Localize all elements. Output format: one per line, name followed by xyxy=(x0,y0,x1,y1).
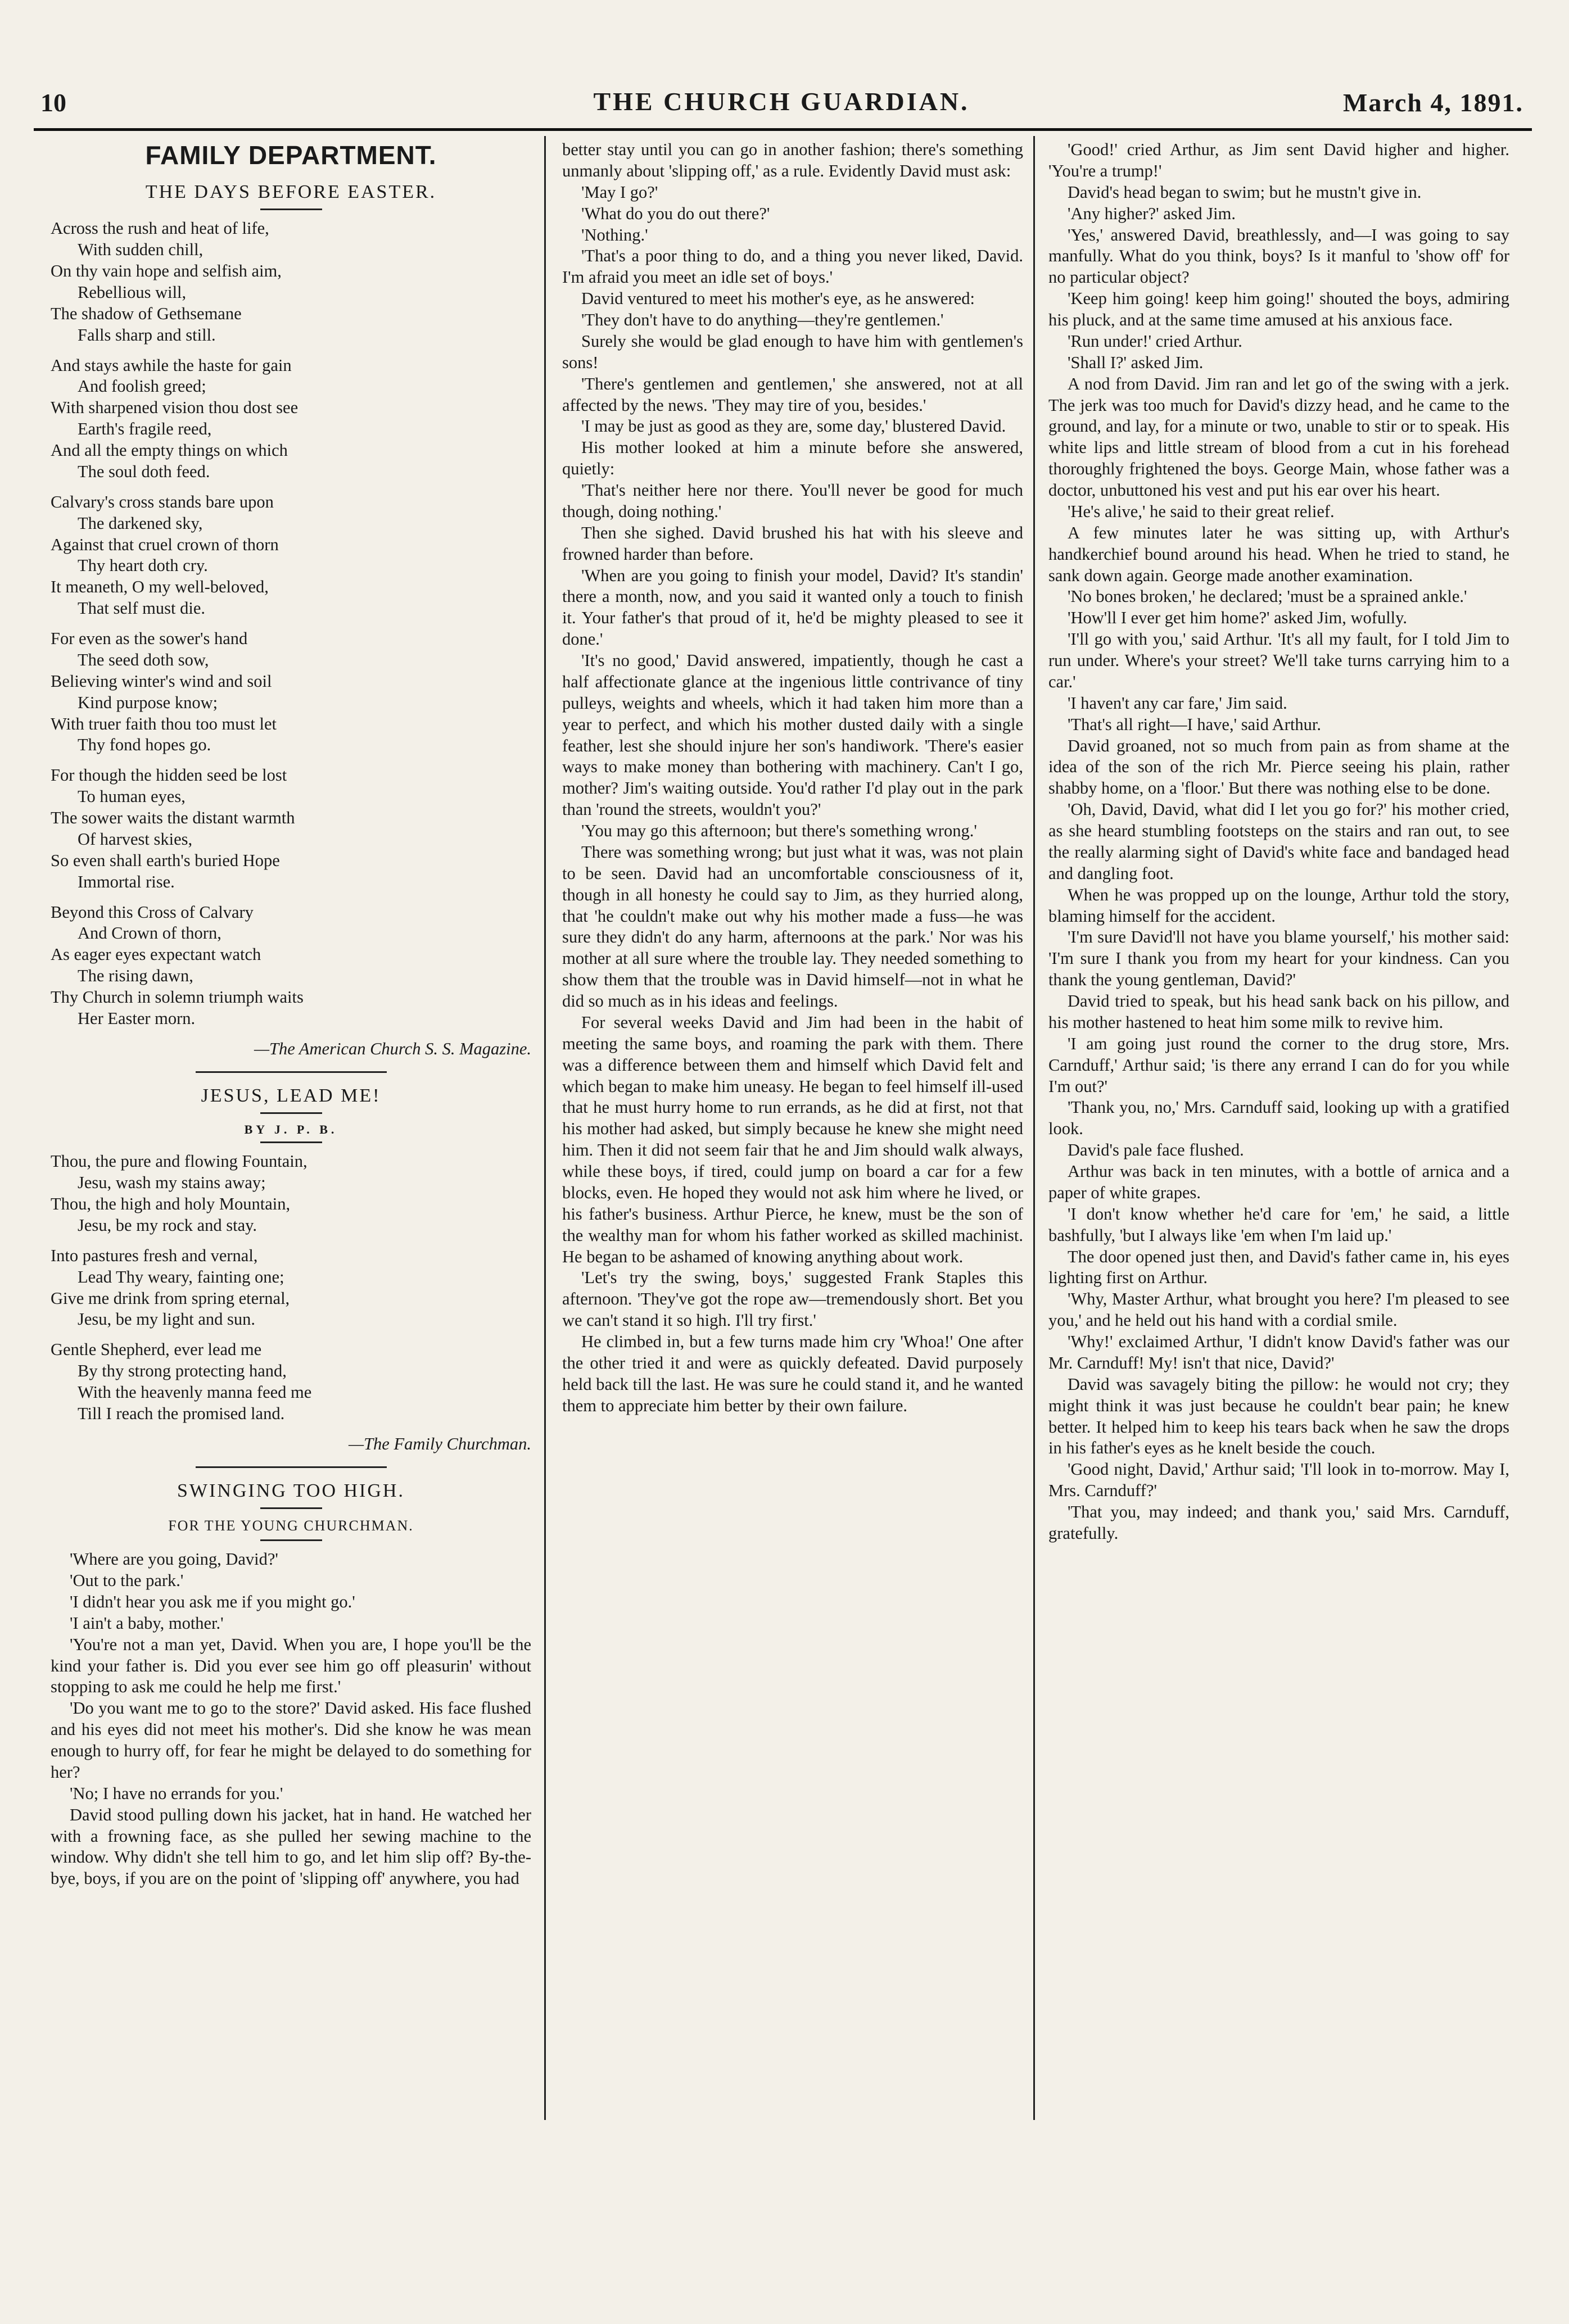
paragraph: 'You're not a man yet, David. When you are, I hope you'll be the kind your father is. Did you ever see him go off pleasurin' without stopping to ask me could he help me first.' xyxy=(51,1634,531,1697)
paragraph: 'Run under!' cried Arthur. xyxy=(1068,331,1242,351)
poem-line: Jesu, be my light and sun. xyxy=(78,1310,255,1329)
paragraph: The door opened just then, and David's father came in, his eyes lighting first on Arthur. xyxy=(1048,1247,1509,1288)
paragraph: 'Nothing.' xyxy=(581,225,648,244)
poem-line: The soul doth feed. xyxy=(78,461,210,481)
paragraph: David ventured to meet his mother's eye, as he answered: xyxy=(581,289,975,309)
page-header xyxy=(34,84,1529,129)
poem-line: By thy strong protecting hand, xyxy=(78,1361,287,1381)
paragraph: 'He's alive,' he said to their great relief. xyxy=(1068,501,1335,521)
story-text xyxy=(51,1549,531,1890)
poem-line: Gentle Shepherd, ever lead me xyxy=(51,1340,262,1360)
paragraph: 'It's no good,' David answered, impatiently, though he cast a half affectionate glance at the ingenious little contrivance of tiny pulleys, weights and wheels, which it had taken him more than a year to perfect, and which his mother dusted daily with a single feather, lest she should injure her son's handiwork. 'There's easier ways to make money than bothering with machinery. Can't I go, mother? Jim's waiting outside. You'd rather I'd play out in the park than 'round the streets, wouldn't you?' xyxy=(562,651,1023,819)
poem-line: Earth's fragile reed, xyxy=(78,419,212,439)
story-text xyxy=(562,139,1023,1417)
paragraph: 'Any higher?' asked Jim. xyxy=(1068,203,1236,223)
poem-line: Believing winter's wind and soil xyxy=(51,671,272,691)
column-divider xyxy=(544,136,546,2120)
poem-line: To human eyes, xyxy=(78,787,186,807)
paragraph: David's head began to swim; but he mustn't give in. xyxy=(1068,182,1422,202)
paragraph: 'Good!' cried Arthur, as Jim sent David higher and higher. 'You're a trump!' xyxy=(1048,140,1509,180)
poem-line: Of harvest skies, xyxy=(78,829,193,849)
poem-line: So even shall earth's buried Hope xyxy=(51,850,280,870)
paragraph: 'Why, Master Arthur, what brought you here? I'm pleased to see you,' and he held out his hand with a cordial smile. xyxy=(1048,1289,1509,1330)
poem-line: The sower waits the distant warmth xyxy=(51,808,295,828)
poem-line: And stays awhile the haste for gain xyxy=(51,355,292,375)
paragraph: 'That's a poor thing to do, and a thing you never liked, David. I'm afraid you meet an idle set of boys.' xyxy=(562,246,1023,287)
paragraph: A nod from David. Jim ran and let go of the swing with a jerk. The jerk was too much for David's dizzy head, and he came to the ground, and lay, for a minute or two, unable to stir or to speak. His white lips and little stream of blood from a cut in his forehead thoroughly frightened the boys. George Main, whose father was a doctor, unbuttoned his vest and put his ear over his heart. xyxy=(1048,374,1509,500)
poem-line: Across the rush and heat of life, xyxy=(51,219,269,238)
paragraph: Surely she would be glad enough to have him with gentlemen's sons! xyxy=(562,331,1023,372)
poem-line: Calvary's cross stands bare upon xyxy=(51,492,274,511)
divider xyxy=(260,1112,322,1114)
paragraph: David was savagely biting the pillow: he would not cry; they might think it was just because he couldn't bear pain; he knew better. It helped him to keep his tears back when he saw the drops in his father's eyes as he knelt beside the couch. xyxy=(1048,1374,1509,1458)
poem-line: Against that cruel crown of thorn xyxy=(51,534,279,554)
paragraph: 'I'm sure David'll not have you blame yourself,' his mother said: 'I'm sure I thank you from my heart for your kindness. Can you thank the young gentleman, David?' xyxy=(1048,927,1509,990)
poem-line: The darkened sky, xyxy=(78,513,203,533)
divider xyxy=(260,1141,322,1143)
paragraph: 'No bones broken,' he declared; 'must be a sprained ankle.' xyxy=(1068,587,1467,606)
poem-line: For though the hidden seed be lost xyxy=(51,765,287,785)
paragraph: 'You may go this afternoon; but there's something wrong.' xyxy=(581,821,977,840)
poem-line: Thy Church in solemn triumph waits xyxy=(51,987,304,1007)
poem-stanza xyxy=(51,765,531,893)
paragraph: 'I don't know whether he'd care for 'em,' he said, a little bashfully, 'but I always like 'em when I'm laid up.' xyxy=(1048,1204,1509,1245)
poem-body xyxy=(51,218,531,1030)
paragraph: David stood pulling down his jacket, hat in hand. He watched her with a frowning face, as she pulled her sewing machine to the window. Why didn't she tell him to go, and let him slip off? By-the-bye, boys, if you are on the point of 'slipping off' anywhere, you had xyxy=(51,1805,531,1888)
issue-date: March 4, 1891. xyxy=(1342,88,1523,117)
paragraph: There was something wrong; but just what it was, was not plain to be seen. David had an uncomfortable consciousness of it, though in all honesty he could say to Jim, as they hurried along, that 'he couldn't make out why his mother made a fuss—he was sure they didn't do any harm, afternoons at the park.' Nor was his mother at all sure where the trouble lay. They needed something to show them that the trouble was in David himself—not in what he did so much as in his ideas and feelings. xyxy=(562,842,1023,1011)
paragraph: He climbed in, but a few turns made him cry 'Whoa!' One after the other tried it and were as quickly defeated. David purposely held back till the last. He was sure he could stand it, and he wanted them to appreciate him better by their own failure. xyxy=(562,1332,1023,1415)
paragraph: 'May I go?' xyxy=(581,182,658,202)
poem-stanza xyxy=(51,1339,531,1425)
story-text xyxy=(1048,139,1509,1544)
poem-stanza xyxy=(51,902,531,1030)
paragraph: 'I didn't hear you ask me if you might go.' xyxy=(70,1592,355,1611)
paragraph: A few minutes later he was sitting up, with Arthur's handkerchief bound around his head. When he tried to stand, he sank down again. George made another examination. xyxy=(1048,523,1509,585)
paragraph: 'Out to the park.' xyxy=(70,1571,184,1590)
poem-line: For even as the sower's hand xyxy=(51,629,248,649)
paragraph: David tried to speak, but his head sank back on his pillow, and his mother hastened to heat him some milk to revive him. xyxy=(1048,991,1509,1032)
column-two xyxy=(562,139,1023,1417)
paragraph: 'Oh, David, David, what did I let you go for?' his mother cried, as she heard stumbling footsteps on the stairs and ran out, to see the really alarming sight of David's white face and bandaged head and dangling foot. xyxy=(1048,800,1509,883)
poem-body xyxy=(51,1151,531,1425)
poem-line: Jesu, be my rock and stay. xyxy=(78,1215,257,1235)
paragraph: 'I haven't any car fare,' Jim said. xyxy=(1068,693,1287,713)
paragraph: 'I ain't a baby, mother.' xyxy=(70,1613,224,1633)
poem-line: And all the empty things on which xyxy=(51,441,288,460)
poem-stanza xyxy=(51,1151,531,1236)
poem-line: The seed doth sow, xyxy=(78,650,209,669)
poem-stanza xyxy=(51,218,531,346)
story-dedication: FOR THE YOUNG CHURCHMAN. xyxy=(168,1517,414,1534)
poem-credit: —The American Church S. S. Magazine. xyxy=(254,1039,531,1058)
paper-title: THE CHURCH GUARDIAN. xyxy=(593,87,970,116)
poem-line: Till I reach the promised land. xyxy=(78,1403,285,1423)
poem-line: That self must die. xyxy=(78,599,206,618)
poem-title: JESUS, LEAD ME! xyxy=(201,1085,381,1106)
poem-byline: BY J. P. B. xyxy=(244,1122,338,1136)
poem-line: With the heavenly manna feed me xyxy=(78,1383,312,1402)
paragraph: 'Shall I?' asked Jim. xyxy=(1068,352,1204,372)
divider xyxy=(260,1507,322,1509)
poem-line: Her Easter morn. xyxy=(78,1008,196,1028)
paragraph: 'There's gentlemen and gentlemen,' she answered, not at all affected by the news. 'They may tire of you, besides.' xyxy=(562,374,1023,415)
paragraph: 'Good night, David,' Arthur said; 'I'll look in to-morrow. May I, Mrs. Carnduff?' xyxy=(1048,1460,1509,1501)
paragraph: 'Yes,' answered David, breathlessly, and—I was going to say manfully. What do you think, boys? Is it manful to 'show off' for no particular object? xyxy=(1048,225,1509,287)
poem-line: Rebellious will, xyxy=(78,282,187,302)
poem-line: Beyond this Cross of Calvary xyxy=(51,902,254,922)
paragraph: 'What do you do out there?' xyxy=(581,203,770,223)
poem-line: With truer faith thou too must let xyxy=(51,714,277,733)
poem-line: Lead Thy weary, fainting one; xyxy=(78,1267,284,1286)
paragraph: 'When are you going to finish your model, David? It's standin' there a month, now, and you said it wanted only a touch to finish it. Your father's that proud of it, he'd be mighty pleased to see it done.' xyxy=(562,565,1023,649)
poem-line: Thy fond hopes go. xyxy=(78,735,211,755)
poem-stanza xyxy=(51,628,531,756)
poem-line: And foolish greed; xyxy=(78,377,206,396)
poem-line: Falls sharp and still. xyxy=(78,325,216,345)
poem-line: Thou, the pure and flowing Fountain, xyxy=(51,1152,308,1171)
paragraph: 'Why!' exclaimed Arthur, 'I didn't know David's father was our Mr. Carnduff! My! isn't that nice, David?' xyxy=(1048,1332,1509,1372)
poem-line: Jesu, wash my stains away; xyxy=(78,1173,266,1193)
paragraph: For several weeks David and Jim had been in the habit of meeting the same boys, and roaming the park with them. There was a difference between them and himself which David felt and which began to make him uneasy. He began to feel himself ill-used that he must hurry home to run errands, as he did at first, not that his mother had asked, but simply because he knew she might need him. Then it did not seem fair that he and Jim should walk always, while these boys, if tired, could jump on board a car for a few blocks, even. He hoped they would not ask him where he lived, or his father's business. Arthur Pierce, he knew, must be the son of the wealthy man for whom his father worked as skilled machinist. He began to be ashamed of knowing anything about work. xyxy=(562,1012,1023,1266)
story-title: SWINGING TOO HIGH. xyxy=(177,1480,405,1501)
poem-line: The shadow of Gethsemane xyxy=(51,303,242,323)
paragraph: better stay until you can go in another fashion; there's something unmanly about 'slipping off,' as a rule. Evidently David must ask: xyxy=(562,140,1023,180)
paragraph: 'I may be just as good as they are, some day,' blustered David. xyxy=(581,416,1006,436)
poem-line: Give me drink from spring eternal, xyxy=(51,1288,290,1308)
poem-line: With sudden chill, xyxy=(78,240,204,260)
poem-line: Into pastures fresh and vernal, xyxy=(51,1245,258,1265)
paragraph: 'Do you want me to go to the store?' David asked. His face flushed and his eyes did not meet his mother's. Did she know he was mean enough to hurry off, for fear he might be delayed to do something for her? xyxy=(51,1698,531,1782)
divider xyxy=(260,1539,322,1541)
paragraph: 'I am going just round the corner to the drug store, Mrs. Carnduff,' Arthur said; 'is there any errand I can do for you while I'm out?' xyxy=(1048,1034,1509,1096)
paragraph: Then she sighed. David brushed his hat with his sleeve and frowned harder than before. xyxy=(562,523,1023,564)
poem-credit: —The Family Churchman. xyxy=(348,1434,531,1453)
poem-line: It meaneth, O my well-beloved, xyxy=(51,577,269,597)
page-number: 10 xyxy=(40,88,66,117)
paragraph: When he was propped up on the lounge, Arthur told the story, blaming himself for the accident. xyxy=(1048,885,1509,926)
paragraph: Arthur was back in ten minutes, with a bottle of arnica and a paper of white grapes. xyxy=(1048,1162,1509,1202)
paragraph: David's pale face flushed. xyxy=(1068,1140,1244,1160)
paragraph: 'Thank you, no,' Mrs. Carnduff said, looking up with a gratified look. xyxy=(1048,1098,1509,1139)
divider xyxy=(196,1466,387,1468)
poem-line: Kind purpose know; xyxy=(78,692,218,712)
poem-line: With sharpened vision thou dost see xyxy=(51,398,299,418)
poem-line: The rising dawn, xyxy=(78,966,193,986)
paragraph: His mother looked at him a minute before she answered, quietly: xyxy=(562,438,1023,479)
paragraph: 'I'll go with you,' said Arthur. 'It's all my fault, for I told Jim to run under. Where's your street? We'll take turns carrying him to a car.' xyxy=(1048,629,1509,691)
header-rule xyxy=(34,128,1532,131)
paragraph: 'Where are you going, David?' xyxy=(70,1550,278,1569)
poem-line: On thy vain hope and selfish aim, xyxy=(51,261,282,281)
divider xyxy=(196,1071,387,1073)
column-three xyxy=(1048,139,1509,1544)
paragraph: 'Keep him going! keep him going!' shouted the boys, admiring his pluck, and at the same time amused at his anxious face. xyxy=(1048,289,1509,329)
poem-line: And Crown of thorn, xyxy=(78,923,221,943)
column-one xyxy=(51,139,531,1890)
poem-title: THE DAYS BEFORE EASTER. xyxy=(145,182,437,203)
paragraph: 'That's neither here nor there. You'll never be good for much though, doing nothing.' xyxy=(562,481,1023,521)
poem-line: Thou, the high and holy Mountain, xyxy=(51,1194,291,1213)
paragraph: 'Let's try the swing, boys,' suggested Frank Staples this afternoon. 'They've got the rope aw—tremendously short. Bet you we can't stand it so high. I'll try first.' xyxy=(562,1268,1023,1330)
paragraph: 'No; I have no errands for you.' xyxy=(70,1783,283,1803)
paragraph: David groaned, not so much from pain as from shame at the idea of the son of the rich Mr. Pierce seeing his plain, rather shabby home, on a 'floor.' But there was nothing else to be done. xyxy=(1048,736,1509,798)
poem-stanza xyxy=(51,1245,531,1331)
paragraph: 'That's all right—I have,' said Arthur. xyxy=(1068,714,1322,734)
poem-line: Thy heart doth cry. xyxy=(78,556,208,576)
paragraph: 'How'll I ever get him home?' asked Jim, wofully. xyxy=(1068,608,1408,628)
department-title: FAMILY DEPARTMENT. xyxy=(145,141,437,170)
poem-line: As eager eyes expectant watch xyxy=(51,945,261,964)
poem-stanza xyxy=(51,492,531,619)
paragraph: 'That you, may indeed; and thank you,' said Mrs. Carnduff, gratefully. xyxy=(1048,1502,1509,1543)
poem-stanza xyxy=(51,355,531,483)
paragraph: 'They don't have to do anything—they're gentlemen.' xyxy=(581,310,944,329)
column-divider xyxy=(1033,136,1035,2120)
poem-line: Immortal rise. xyxy=(78,872,175,891)
divider xyxy=(260,209,322,210)
